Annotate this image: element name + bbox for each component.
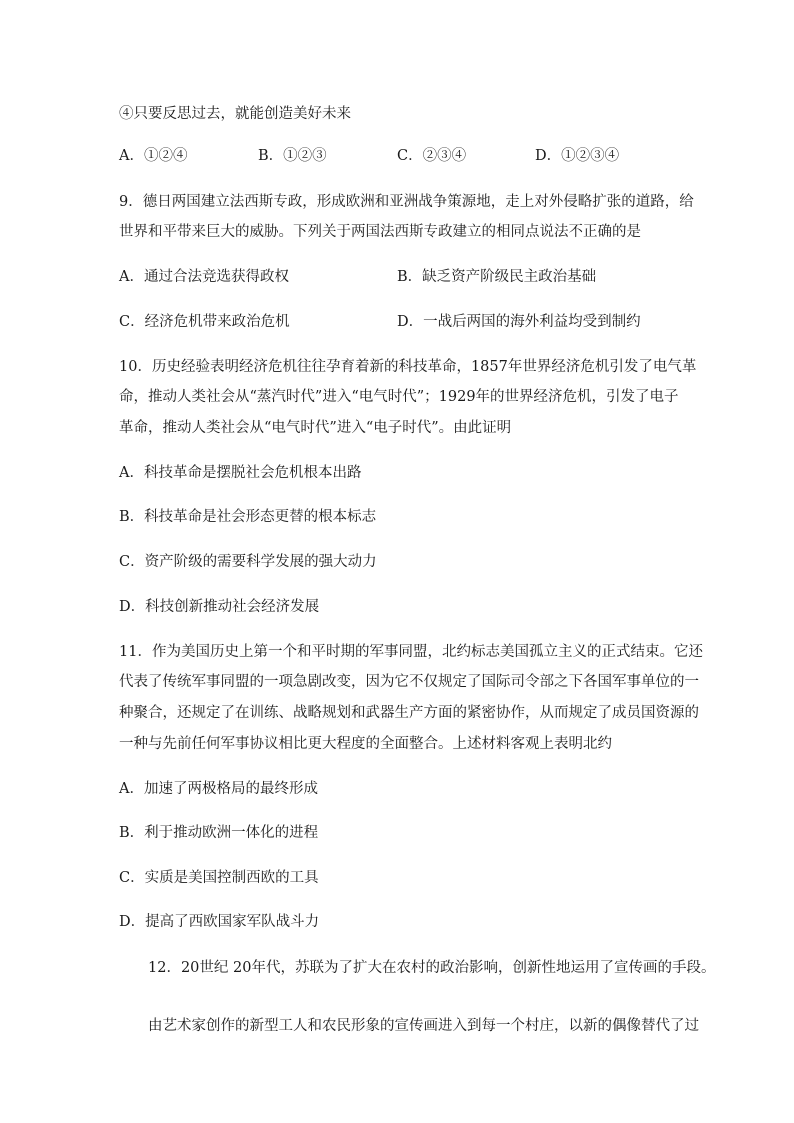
q9-stem-line-2: 世界和平带来巨大的威胁。下列关于两国法西斯专政建立的相同点说法不正确的是 [119, 224, 641, 240]
q11-stem-line-2: 代表了传统军事同盟的一项急剧改变，因为它不仅规定了国际司令部之下各国军事单位的一 [119, 674, 699, 690]
q12-stem-line-2: 由艺术家创作的新型工人和农民形象的宣传画进入到每一个村庄，以新的偶像替代了过 [148, 1018, 699, 1034]
q11-option-c: C．实质是美国控制西欧的工具 [119, 870, 319, 886]
q8-option-d: D．①②③④ [535, 148, 620, 164]
q11-stem-line-1: 11．作为美国历史上第一个和平时期的军事同盟，北约标志美国孤立主义的正式结束。它还 [119, 644, 703, 660]
q9-option-d: D．一战后两国的海外利益均受到制约 [397, 314, 641, 330]
q11-stem-line-4: 一种与先前任何军事协议相比更大程度的全面整合。上述材料客观上表明北约 [119, 736, 612, 752]
q9-option-a: A．通过合法竞选获得政权 [119, 269, 289, 285]
q11-stem-line-3: 种聚合，还规定了在训练、战略规划和武器生产方面的紧密协作，从而规定了成员国资源的 [119, 705, 699, 721]
q9-option-b: B．缺乏资产阶级民主政治基础 [397, 269, 597, 285]
q10-option-d: D．科技创新推动社会经济发展 [119, 599, 320, 615]
q10-option-b: B．科技革命是社会形态更替的根本标志 [119, 509, 377, 525]
q8-option-b: B．①②③ [258, 148, 327, 164]
q10-stem-line-3: 革命，推动人类社会从“电气时代”进入“电子时代”。由此证明 [119, 420, 512, 436]
q12-stem-line-1: 12．20世纪 20年代，苏联为了扩大在农村的政治影响，创新性地运用了宣传画的手段。 [148, 960, 716, 976]
q10-stem-line-1: 10．历史经验表明经济危机往往孕育着新的科技革命，1857年世界经济危机引发了电气革 [119, 359, 697, 375]
q9-stem-line-1: 9．德日两国建立法西斯专政，形成欧洲和亚洲战争策源地，走上对外侵略扩张的道路，给 [119, 194, 694, 210]
q11-option-d: D．提高了西欧国家军队战斗力 [119, 914, 320, 930]
q8-item-4: ④只要反思过去，就能创造美好未来 [119, 106, 351, 122]
q10-stem-line-2: 命，推动人类社会从“蒸汽时代”进入“电气时代”；1929年的世界经济危机，引发了电子 [119, 389, 679, 405]
q10-option-c: C．资产阶级的需要科学发展的强大动力 [119, 554, 377, 570]
q9-option-c: C．经济危机带来政治危机 [119, 314, 290, 330]
q11-option-b: B．利于推动欧洲一体化的进程 [119, 825, 319, 841]
q8-option-c: C．②③④ [397, 148, 467, 164]
q10-option-a: A．科技革命是摆脱社会危机根本出路 [119, 465, 362, 481]
q11-option-a: A．加速了两极格局的最终形成 [119, 781, 318, 797]
q8-option-a: A．①②④ [119, 148, 188, 164]
